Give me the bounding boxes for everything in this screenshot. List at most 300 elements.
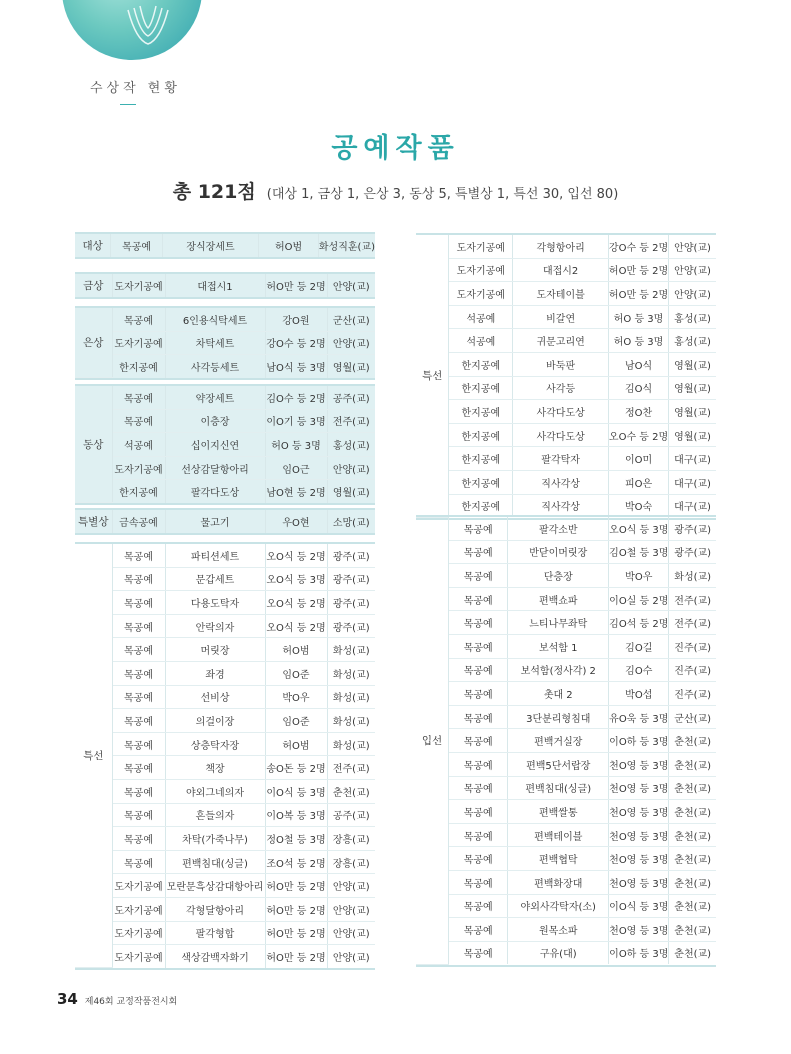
table-row (75, 685, 375, 709)
craft-type: 목공예 (112, 591, 165, 615)
institution: 안양(교) (332, 952, 370, 964)
table-row (416, 941, 716, 964)
institution: 전주(교) (669, 611, 716, 635)
table-row (75, 638, 375, 662)
work-title: 모란문흑상감대항아리 (165, 874, 265, 898)
artist: 천O영 등 3명 (609, 870, 669, 894)
table-row (75, 308, 375, 331)
institution: 영월(교) (669, 352, 716, 376)
table-row (416, 235, 716, 258)
award-table (75, 386, 375, 503)
institution: 홍성(교) (669, 329, 716, 353)
work-title: 물고기 (165, 510, 265, 533)
craft-type: 목공예 (449, 918, 508, 942)
institution: 안양(교) (327, 874, 375, 898)
work-title: 이층장 (165, 409, 265, 433)
table-row (75, 386, 375, 409)
work-title: 팔각다도상 (165, 480, 265, 503)
table-row (75, 874, 375, 898)
institution: 장흥(교) (327, 850, 375, 874)
artist: 천O영 등 3명 (609, 752, 669, 776)
craft-type: 한지공예 (449, 470, 513, 494)
craft-type: 도자기공예 (112, 897, 165, 921)
institution: 영월(교) (669, 376, 716, 400)
work-title: 머릿장 (165, 638, 265, 662)
work-title: 원목소파 (508, 918, 609, 942)
table-row (416, 776, 716, 800)
table-row (75, 709, 375, 733)
institution: 군산(교) (327, 308, 375, 331)
institution: 안양(교) (669, 235, 716, 258)
award-table (75, 234, 375, 257)
table-row (416, 282, 716, 306)
artist: 박O섭 (609, 682, 669, 706)
work-title: 장식장세트 (162, 234, 258, 257)
table-row (75, 409, 375, 433)
institution: 광주(교) (669, 540, 716, 564)
artist: 오O식 등 2명 (265, 614, 327, 638)
institution: 안양(교) (327, 274, 375, 297)
artist: 김O길 (609, 634, 669, 658)
craft-type: 석공예 (449, 305, 513, 329)
work-title: 팔각탁자 (513, 447, 609, 471)
craft-type: 목공예 (112, 850, 165, 874)
work-title: 사각다도상 (513, 400, 609, 424)
institution: 광주(교) (327, 544, 375, 567)
work-title: 구유(대) (508, 941, 609, 964)
institution: 화성(교) (327, 661, 375, 685)
artist: 박O우 (265, 685, 327, 709)
work-title: 파티션세트 (165, 544, 265, 567)
artist: 김O철 등 3명 (609, 540, 669, 564)
craft-type: 한지공예 (449, 447, 513, 471)
artist: 허O만 등 2명 (608, 258, 668, 282)
artist: 천O영 등 3명 (609, 776, 669, 800)
table-row (75, 234, 375, 257)
work-title: 사각등 (513, 376, 609, 400)
craft-type: 한지공예 (449, 423, 513, 447)
table-row (416, 564, 716, 588)
work-title: 직사각상 (513, 470, 609, 494)
craft-type: 목공예 (112, 779, 165, 803)
table-row (75, 614, 375, 638)
institution: 화성(교) (327, 685, 375, 709)
artist: 이O식 등 3명 (265, 779, 327, 803)
award-category: 특선 (75, 544, 112, 968)
craft-type: 목공예 (112, 567, 165, 591)
craft-type: 금속공예 (112, 510, 165, 533)
summary-total: 총 121점 (172, 181, 256, 203)
table-row (75, 945, 375, 968)
work-title: 십이지신연 (165, 433, 265, 457)
artist: 이O미 (608, 447, 668, 471)
footer (57, 990, 177, 1008)
institution: 춘천(교) (669, 800, 716, 824)
table-row (416, 540, 716, 564)
artist: 조O석 등 2명 (265, 850, 327, 874)
craft-type: 한지공예 (449, 376, 513, 400)
craft-type: 석공예 (449, 329, 513, 353)
table-row (416, 870, 716, 894)
institution: 대구(교) (669, 470, 716, 494)
artist: 김O수 등 2명 (265, 386, 327, 409)
artist: 정O찬 (608, 400, 668, 424)
work-title: 약장세트 (165, 386, 265, 409)
institution: 소망(교) (327, 510, 375, 533)
table-row (416, 894, 716, 918)
table-row (416, 847, 716, 871)
craft-type: 한지공예 (449, 400, 513, 424)
craft-type: 목공예 (112, 638, 165, 662)
table-row (416, 918, 716, 942)
artist: 천O영 등 3명 (609, 847, 669, 871)
institution: 홍성(교) (327, 433, 375, 457)
table-row (75, 591, 375, 615)
section-label: 수상작 현황 (90, 81, 181, 96)
craft-type: 목공예 (111, 234, 162, 257)
table-row (416, 729, 716, 753)
institution: 춘천(교) (674, 949, 712, 961)
work-title: 색상감백자화기 (165, 945, 265, 968)
artist: 강O수 등 2명 (608, 235, 668, 258)
craft-type: 목공예 (449, 870, 508, 894)
craft-type: 목공예 (112, 544, 165, 567)
work-title: 편백거실장 (508, 729, 609, 753)
table-row (75, 850, 375, 874)
right-group-1 (416, 515, 716, 967)
craft-type: 목공예 (449, 823, 508, 847)
work-title: 야외사각탁자(소) (508, 894, 609, 918)
table-row (75, 456, 375, 480)
artist: 유O욱 등 3명 (609, 705, 669, 729)
work-title: 편백테이블 (508, 823, 609, 847)
table-row (75, 756, 375, 780)
work-title: 편백침대(싱글) (165, 850, 265, 874)
craft-type: 목공예 (449, 517, 508, 540)
work-title: 6인용식탁세트 (165, 308, 265, 331)
work-title: 선비상 (165, 685, 265, 709)
artist: 정O철 등 3명 (265, 827, 327, 851)
institution: 안양(교) (327, 897, 375, 921)
craft-type: 도자기공예 (449, 235, 513, 258)
craft-type: 목공예 (449, 634, 508, 658)
craft-type: 한지공예 (112, 355, 165, 378)
craft-type: 목공예 (449, 847, 508, 871)
left-group-3 (75, 384, 375, 505)
work-title: 팔각소반 (508, 517, 609, 540)
artist: 허O만 등 2명 (608, 282, 668, 306)
craft-type: 목공예 (112, 661, 165, 685)
work-title: 도자테이블 (513, 282, 609, 306)
table-row (75, 544, 375, 567)
artist: 우O현 (265, 510, 327, 533)
artist: 임O근 (265, 456, 327, 480)
table-row (416, 376, 716, 400)
institution: 안양(교) (327, 331, 375, 355)
summary (0, 177, 791, 204)
artist: 허O만 등 2명 (265, 921, 327, 945)
table-row (416, 611, 716, 635)
institution: 영월(교) (669, 400, 716, 424)
craft-type: 도자기공예 (449, 258, 513, 282)
work-title: 다용도탁자 (165, 591, 265, 615)
table-row (416, 705, 716, 729)
craft-type: 목공예 (449, 540, 508, 564)
institution: 안양(교) (327, 921, 375, 945)
work-title: 보석함 1 (508, 634, 609, 658)
award-category: 대상 (75, 234, 111, 257)
summary-detail: (대상 1, 금상 1, 은상 3, 동상 5, 특별상 1, 특선 30, 입선 80) (266, 187, 619, 202)
work-title: 귀문고리연 (513, 329, 609, 353)
artist: 임O준 (265, 709, 327, 733)
work-title: 보석함(정사각) 2 (508, 658, 609, 682)
table-row (416, 823, 716, 847)
artist: 허O만 등 2명 (265, 897, 327, 921)
work-title: 사각등세트 (165, 355, 265, 378)
craft-type: 목공예 (112, 709, 165, 733)
work-title: 3단분리형침대 (508, 705, 609, 729)
artist: 송O돈 등 2명 (265, 756, 327, 780)
left-group-4 (75, 508, 375, 535)
institution: 광주(교) (327, 614, 375, 638)
section-underline (120, 104, 136, 105)
work-title: 바둑판 (513, 352, 609, 376)
award-category: 특선 (416, 235, 449, 517)
institution: 전주(교) (327, 756, 375, 780)
artist: 허O만 등 2명 (265, 874, 327, 898)
institution: 영월(교) (669, 423, 716, 447)
craft-type: 목공예 (449, 776, 508, 800)
craft-type: 목공예 (449, 752, 508, 776)
craft-type: 목공예 (449, 564, 508, 588)
work-title: 선상감달항아리 (165, 456, 265, 480)
table-row (416, 517, 716, 540)
artist: 피O은 (608, 470, 668, 494)
table-row (75, 567, 375, 591)
table-row (416, 329, 716, 353)
table-row (75, 355, 375, 378)
institution: 광주(교) (669, 517, 716, 540)
craft-type: 목공예 (449, 729, 508, 753)
table-row (416, 423, 716, 447)
artist: 이O실 등 2명 (609, 587, 669, 611)
table-row (75, 661, 375, 685)
craft-type: 도자기공예 (112, 331, 165, 355)
work-title: 각형항아리 (513, 235, 609, 258)
work-title: 촛대 2 (508, 682, 609, 706)
artist: 김O식 (608, 376, 668, 400)
left-group-0 (75, 232, 375, 259)
table-row (75, 274, 375, 297)
craft-type: 도자기공예 (112, 921, 165, 945)
table-row (416, 447, 716, 471)
work-title: 좌경 (165, 661, 265, 685)
institution: 춘천(교) (669, 894, 716, 918)
craft-type: 목공예 (112, 732, 165, 756)
institution: 춘천(교) (669, 870, 716, 894)
artist: 강O원 (265, 308, 327, 331)
table-row (416, 658, 716, 682)
institution: 영월(교) (327, 355, 375, 378)
table-row (75, 827, 375, 851)
institution: 전주(교) (669, 587, 716, 611)
craft-type: 목공예 (449, 658, 508, 682)
award-category: 금상 (75, 274, 112, 297)
artist: 허O 등 3명 (265, 433, 327, 457)
institution: 안양(교) (669, 258, 716, 282)
table-row (416, 305, 716, 329)
right-group-0 (416, 233, 716, 520)
work-title: 대접시1 (165, 274, 265, 297)
institution: 진주(교) (669, 658, 716, 682)
work-title: 대접시2 (513, 258, 609, 282)
work-title: 각형달항아리 (165, 897, 265, 921)
craft-type: 도자기공예 (112, 456, 165, 480)
table-row (416, 400, 716, 424)
institution: 대구(교) (669, 447, 716, 471)
craft-type: 목공예 (449, 705, 508, 729)
award-category: 특별상 (75, 510, 112, 533)
artist: 허O범 (265, 638, 327, 662)
award-table (75, 274, 375, 297)
award-category: 동상 (75, 386, 112, 503)
work-title: 편백5단서랍장 (508, 752, 609, 776)
artist: 남O식 등 3명 (265, 355, 327, 378)
artist: 허O범 (265, 732, 327, 756)
institution: 춘천(교) (669, 847, 716, 871)
table-row (416, 800, 716, 824)
institution: 공주(교) (327, 803, 375, 827)
institution: 진주(교) (669, 634, 716, 658)
craft-type: 도자기공예 (449, 282, 513, 306)
institution: 화성(교) (669, 564, 716, 588)
page-number: 34 (57, 990, 78, 1008)
artist: 오O식 등 2명 (265, 591, 327, 615)
award-table (416, 517, 716, 965)
page-title: 공예작품 (331, 133, 460, 164)
craft-type: 목공예 (112, 685, 165, 709)
artist: 천O영 등 3명 (609, 823, 669, 847)
artist: 이O기 등 3명 (265, 409, 327, 433)
work-title: 차탁(가죽나무) (165, 827, 265, 851)
award-category: 은상 (75, 308, 112, 378)
footer-text: 제46회 교정작품전시회 (84, 997, 178, 1007)
table-row (75, 433, 375, 457)
institution: 화성직훈(교) (318, 234, 375, 257)
institution: 춘천(교) (669, 823, 716, 847)
table-row (416, 494, 716, 517)
craft-type: 목공예 (112, 386, 165, 409)
craft-type: 목공예 (449, 894, 508, 918)
work-title: 책장 (165, 756, 265, 780)
artist: 임O준 (265, 661, 327, 685)
craft-type: 목공예 (449, 682, 508, 706)
craft-type: 도자기공예 (112, 874, 165, 898)
table-row (75, 331, 375, 355)
craft-type: 목공예 (112, 803, 165, 827)
table-row (75, 510, 375, 533)
artist: 오O식 등 3명 (609, 517, 669, 540)
work-title: 편백쌀통 (508, 800, 609, 824)
work-title: 흔들의자 (165, 803, 265, 827)
institution: 대구(교) (674, 502, 711, 514)
artist: 강O수 등 2명 (265, 331, 327, 355)
craft-type: 목공예 (112, 409, 165, 433)
table-row (416, 752, 716, 776)
institution: 군산(교) (669, 705, 716, 729)
table-row (416, 352, 716, 376)
artist: 천O영 등 3명 (609, 918, 669, 942)
institution: 춘천(교) (669, 776, 716, 800)
work-title: 비갈연 (513, 305, 609, 329)
artist: 이O하 등 3명 (609, 729, 669, 753)
craft-type: 목공예 (112, 614, 165, 638)
table-row (75, 779, 375, 803)
work-title: 팔각형합 (165, 921, 265, 945)
institution: 화성(교) (327, 709, 375, 733)
artist: 김O수 (609, 658, 669, 682)
craft-type: 목공예 (112, 756, 165, 780)
artist: 허O 등 3명 (608, 305, 668, 329)
work-title: 반닫이머릿장 (508, 540, 609, 564)
table-row (75, 803, 375, 827)
work-title: 차탁세트 (165, 331, 265, 355)
institution: 홍성(교) (669, 305, 716, 329)
institution: 진주(교) (669, 682, 716, 706)
institution: 영월(교) (327, 480, 375, 503)
institution: 전주(교) (327, 409, 375, 433)
work-title: 직사각상 (513, 494, 609, 517)
craft-type: 한지공예 (449, 352, 513, 376)
award-table (416, 235, 716, 518)
work-title: 편백침대(싱글) (508, 776, 609, 800)
institution: 춘천(교) (669, 918, 716, 942)
left-group-5 (75, 542, 375, 970)
table-row (416, 587, 716, 611)
artist: 이O하 등 3명 (609, 941, 669, 964)
work-title: 느티나무좌탁 (508, 611, 609, 635)
institution: 광주(교) (327, 567, 375, 591)
award-category: 입선 (416, 517, 449, 964)
craft-type: 목공예 (449, 941, 508, 964)
institution: 화성(교) (327, 638, 375, 662)
artist: 박O숙 (608, 494, 668, 517)
artist: 허O범 (259, 234, 319, 257)
craft-type: 목공예 (449, 587, 508, 611)
work-title: 단층장 (508, 564, 609, 588)
artist: 허O 등 3명 (608, 329, 668, 353)
table-row (416, 634, 716, 658)
artist: 박O우 (609, 564, 669, 588)
left-group-1 (75, 272, 375, 299)
artist: 남O식 (608, 352, 668, 376)
table-row (416, 470, 716, 494)
artist: 오O식 등 3명 (265, 567, 327, 591)
table-row (75, 480, 375, 503)
work-title: 의걸이장 (165, 709, 265, 733)
award-table (75, 308, 375, 378)
table-row (75, 897, 375, 921)
work-title: 편백협탁 (508, 847, 609, 871)
craft-type: 목공예 (449, 611, 508, 635)
artist: 김O석 등 2명 (609, 611, 669, 635)
award-table (75, 544, 375, 968)
craft-type: 한지공예 (112, 480, 165, 503)
craft-type: 목공예 (112, 308, 165, 331)
left-group-2 (75, 306, 375, 380)
table-row (416, 682, 716, 706)
work-title: 편백쇼파 (508, 587, 609, 611)
